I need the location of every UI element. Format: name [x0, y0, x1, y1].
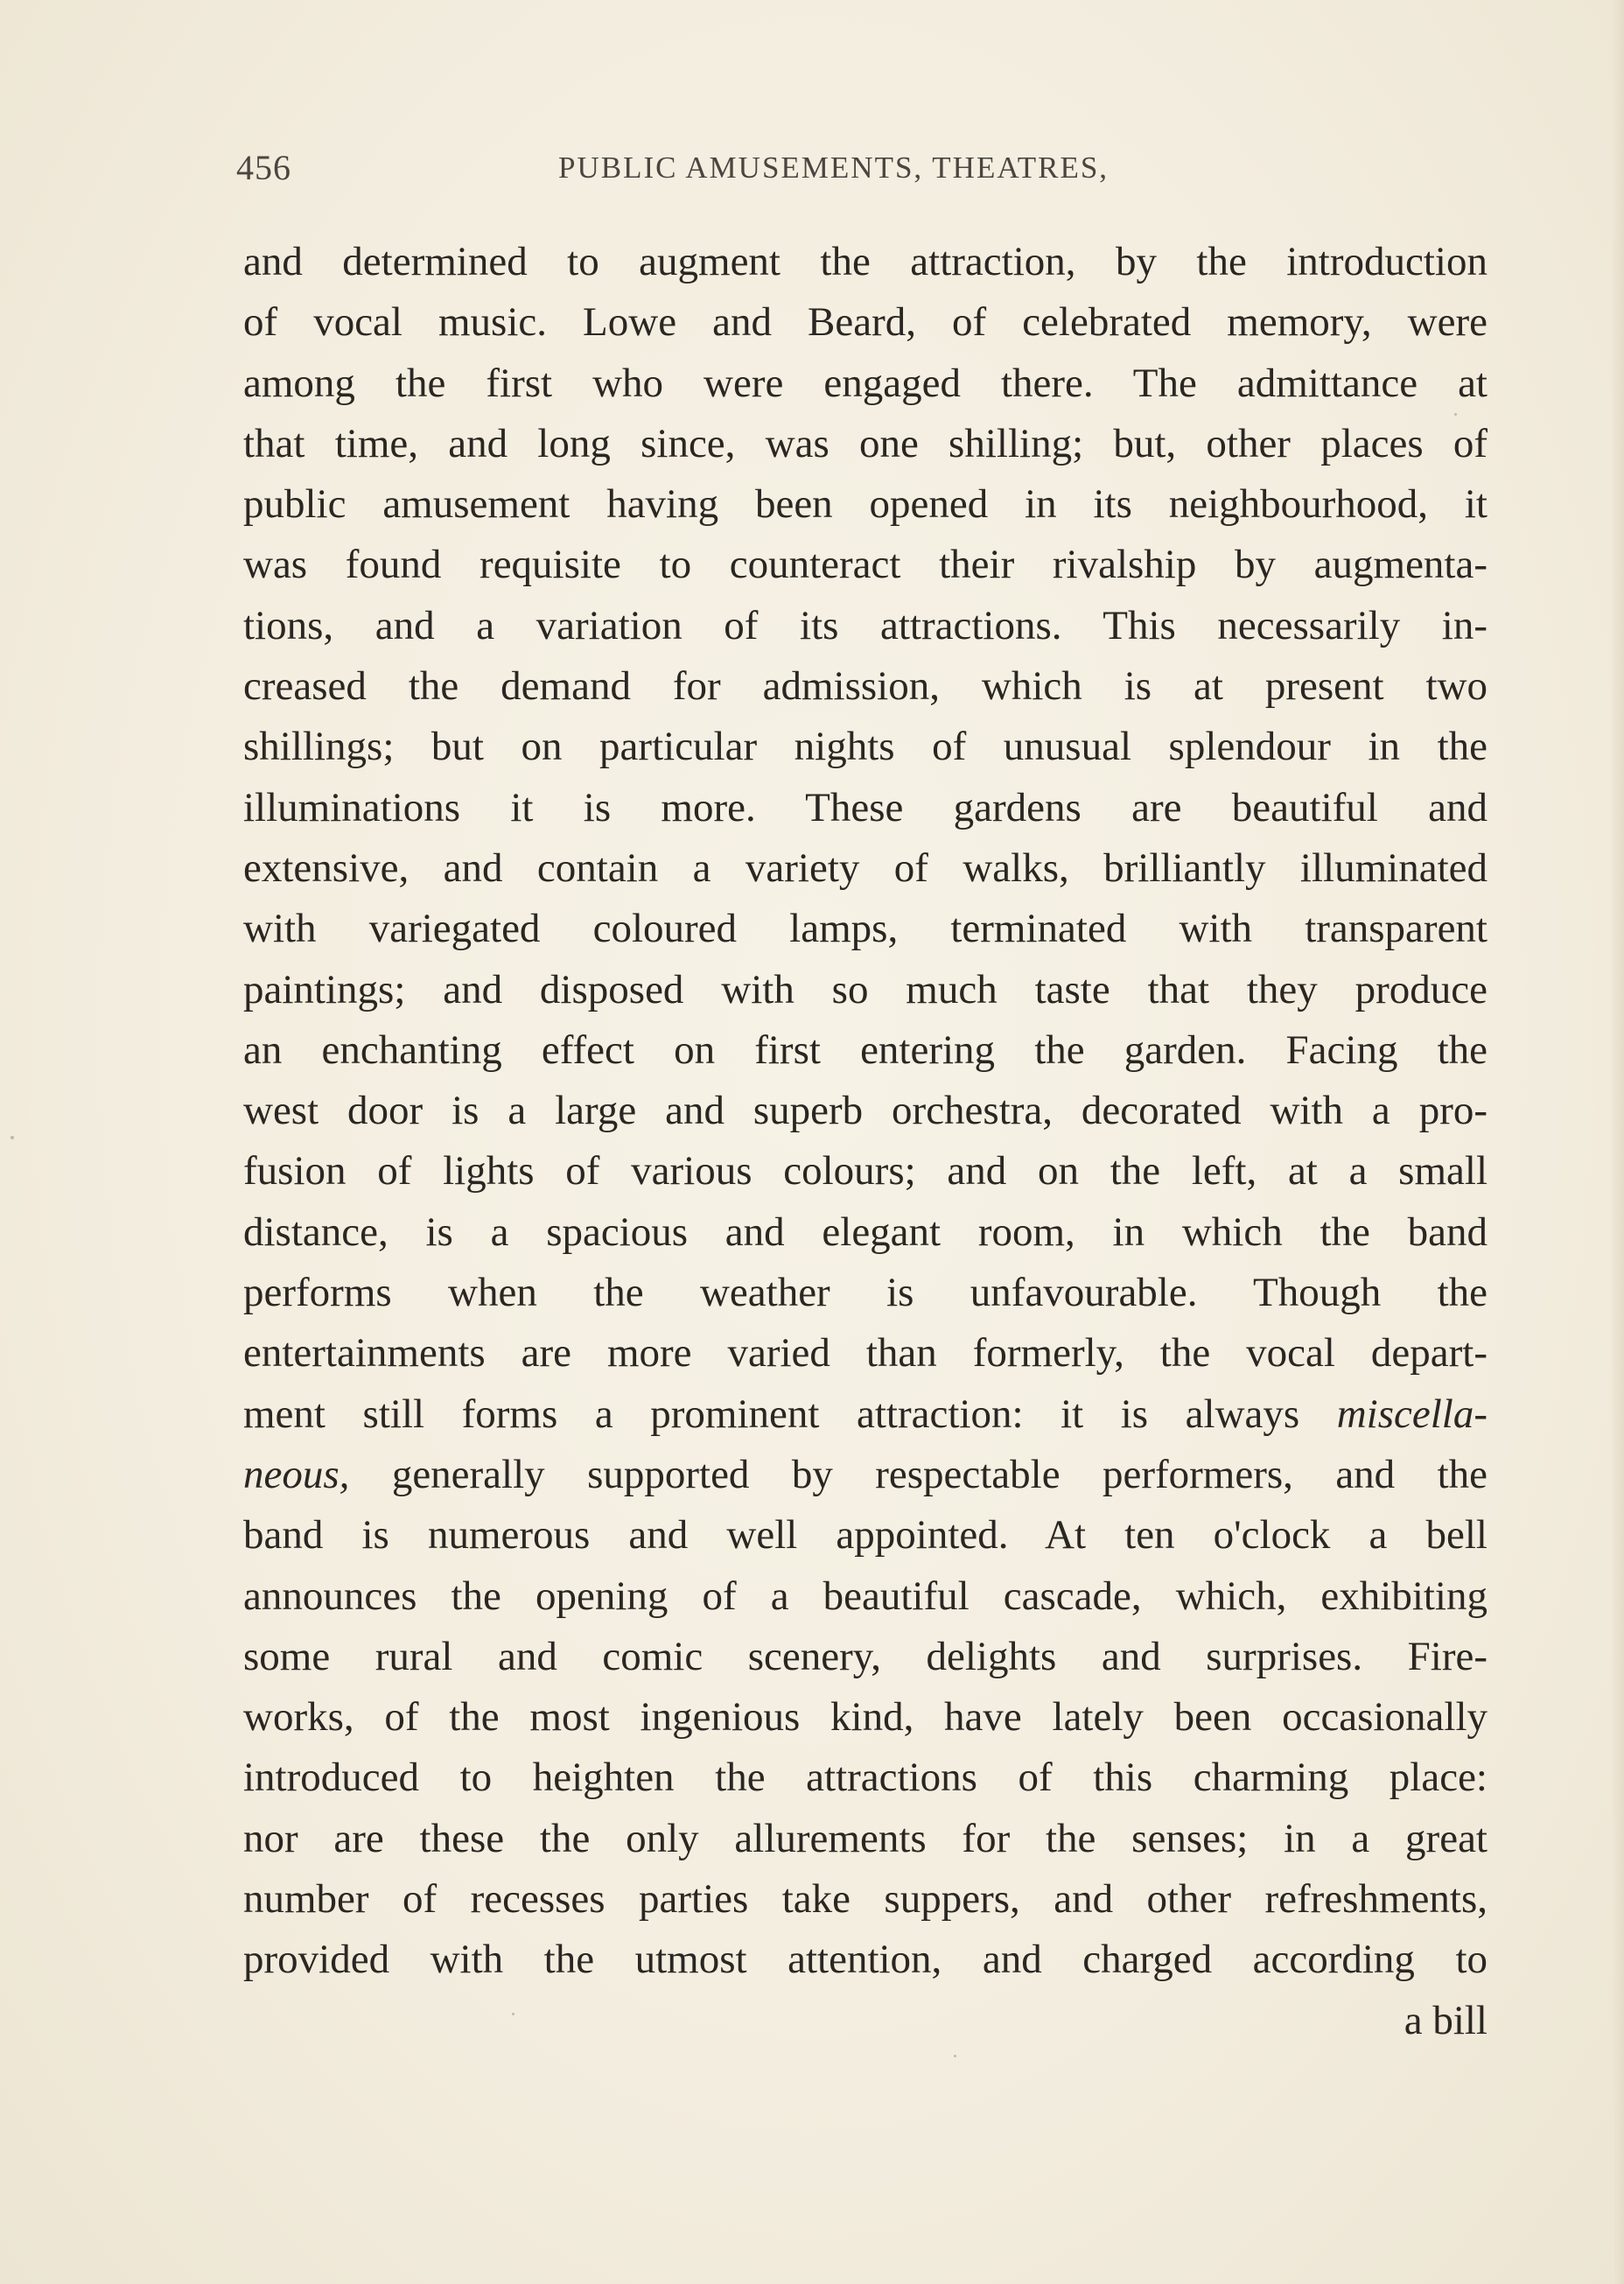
page-edge [1612, 0, 1624, 2284]
text-line: provided with the utmost attention, and charged according to [243, 1937, 1488, 1983]
catchword: a bill [1404, 1997, 1488, 2043]
text-line: with variegated coloured lamps, terminated with transparent [243, 906, 1488, 952]
text-line: creased the demand for admission, which is at present two [243, 663, 1488, 710]
text-line: that time, and long since, was one shilling; but, other places of [243, 420, 1488, 466]
text-line: band is numerous and well appointed. At ten o'clock a bell [243, 1512, 1488, 1559]
text-line: an enchanting effect on first entering the garden. Facing the [243, 1026, 1488, 1073]
running-head: PUBLIC AMUSEMENTS, THEATRES, [558, 151, 1110, 185]
text-line: tions, and a variation of its attractions. This necessarily in- [243, 602, 1488, 648]
paper-speck [512, 2013, 514, 2015]
text-line: introduced to heighten the attractions of this charming place: [243, 1755, 1488, 1801]
body-text [243, 232, 1488, 2051]
text-line: west door is a large and superb orchestra, decorated with a pro- [243, 1088, 1488, 1134]
text-line: among the first who were engaged there. The admittance at [243, 360, 1488, 406]
text-line: and determined to augment the attraction, by the introduction [243, 239, 1488, 284]
italic-word: neous, [243, 1451, 350, 1497]
text-line: some rural and comic scenery, delights and surprises. Fire- [243, 1633, 1488, 1679]
paper-speck [954, 2055, 956, 2057]
text-line: extensive, and contain a variety of walks, brilliantly illuminated [243, 844, 1488, 891]
text-line: of vocal music. Lowe and Beard, of celebrated memory, were [243, 299, 1488, 346]
text-line: public amusement having been opened in its neighbourhood, it [243, 481, 1488, 528]
text-line: distance, is a spacious and elegant room, in which the band [243, 1209, 1488, 1255]
text-line: fusion of lights of various colours; and on the left, at a small [243, 1148, 1488, 1195]
text-line: illuminations it is more. These gardens are beautiful and [243, 784, 1488, 830]
text-line: shillings; but on particular nights of unusual splendour in the [243, 724, 1488, 770]
text-line: nor are these the only allurements for the senses; in a great [243, 1815, 1488, 1861]
text-line: number of recesses parties take suppers, and other refreshments, [243, 1876, 1488, 1923]
italic-word: miscella- [1336, 1391, 1488, 1437]
text-line: was found requisite to counteract their rivalship by augmenta- [243, 542, 1488, 588]
page-number: 456 [236, 148, 291, 187]
text-line: entertainments are more varied than formerly, the vocal depart- [243, 1330, 1488, 1377]
text-segment: generally supported by respectable performers, and the [391, 1451, 1488, 1497]
paper-speck [1454, 413, 1457, 416]
text-line: paintings; and disposed with so much taste that they produce [243, 966, 1488, 1012]
text-line: performs when the weather is unfavourable. Though the [243, 1270, 1488, 1316]
paper-speck [10, 1136, 14, 1139]
text-line-with-italic [243, 1384, 1488, 1445]
text-line: announces the opening of a beautiful cascade, which, exhibiting [243, 1573, 1488, 1619]
text-segment: ment still forms a prominent attraction: it is always [243, 1391, 1300, 1437]
text-line: works, of the most ingenious kind, have lately been occasionally [243, 1694, 1488, 1741]
text-line-with-italic [243, 1445, 1488, 1505]
page-header [236, 147, 1181, 200]
